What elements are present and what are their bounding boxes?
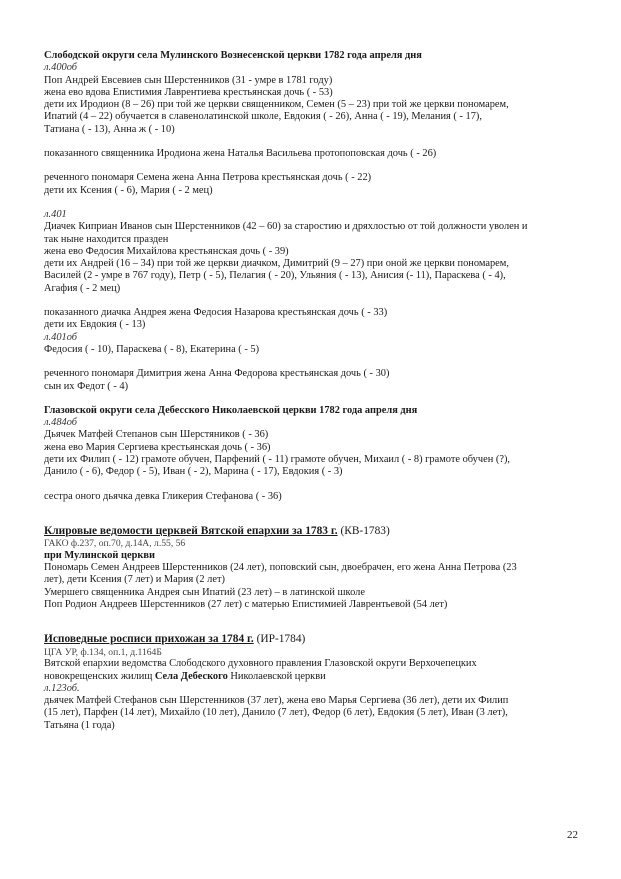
sheet-ref: л.401об — [44, 331, 77, 343]
archive-source: ЦГА УР, ф.134, оп.1, д.1164Б — [44, 646, 162, 658]
sheet-ref: л.484об — [44, 417, 77, 429]
text-line: Поп Родион Андреев Шерстенников (27 лет) с матерью Епистимией Лаврентьевой (54 лет) — [44, 599, 448, 610]
text-line: реченного пономаря Димитрия жена Анна Федорова крестьянская дочь ( - 30) — [44, 368, 390, 380]
text-line: дети их Ксения ( - 6), Мария ( - 2 мец) — [44, 184, 213, 196]
text-line: Данило ( - 6), Федор ( - 5), Иван ( - 2), Марина ( - 17), Евдокия ( - 3) — [44, 466, 343, 478]
text-line: сын их Федот ( - 4) — [44, 380, 129, 392]
text-line: дети их Евдокия ( - 13) — [44, 319, 146, 331]
section-title-debesy-1782: Глазовской округи села Дебесского Николаевской церкви 1782 года апреля дня — [44, 404, 418, 416]
text-line: дети их Андрей (16 – 34) при той же церкви диачком, Димитрий (9 – 27) при оной же церкви пономарем, — [44, 258, 509, 270]
text-line: Татьяна (1 года) — [44, 719, 115, 731]
text-line: показанного диачка Андрея жена Федосия Назарова крестьянская дочь ( - 33) — [44, 307, 388, 319]
heading-title: Клировые ведомости церквей Вятской епархии за 1783 г. — [44, 524, 338, 537]
text-line: сестра оного дьячка девка Гликерия Стефанова ( - 36) — [44, 490, 282, 502]
text-line: (15 лет), Парфен (14 лет), Михайло (10 лет), Данило (7 лет), Федор (6 лет), Евдокия (5 лет), Иван (3 лет), — [44, 707, 508, 719]
heading-code: (ИР-1784) — [256, 633, 306, 646]
sheet-ref: л.400об — [44, 62, 77, 74]
text-line — [44, 671, 592, 683]
section-heading-ir-1784 — [44, 633, 592, 647]
text-line: Вятской епархии ведомства Слободского духовного правления Глазовской округи Верхочепецких — [44, 658, 477, 670]
text-line: дети их Филип ( - 12) грамоте обучен, Парфений ( - 11) грамоте обучен, Михаил ( - 8) грамоте обучен (?), — [44, 454, 510, 466]
document-page — [44, 50, 592, 732]
heading-title: Исповедные росписи прихожан за 1784 г. — [44, 633, 254, 646]
subheading: при Мулинской церкви — [44, 549, 155, 561]
text-line: Федосия ( - 10), Параскева ( - 8), Екатерина ( - 5) — [44, 343, 260, 355]
text-line: жена ево вдова Епистимия Лаврентиева крестьянская дочь ( - 53) — [44, 86, 333, 98]
text-line: Пономарь Семен Андреев Шерстенников (24 лет), поповский сын, двоебрачен, его жена Анна Петрова (23 — [44, 562, 517, 574]
text-fragment: новокрещенских жилищ — [44, 670, 155, 682]
sheet-ref: л.401 — [44, 208, 67, 220]
text-line: Диачек Киприан Иванов сын Шерстенников (42 – 60) за старостию и дряхлостью от той должности уволен и — [44, 221, 528, 233]
section-heading-kv-1783 — [44, 525, 592, 539]
text-line: лет), дети Ксения (7 лет) и Мария (2 лет) — [44, 574, 225, 586]
text-line: Дьячек Матфей Степанов сын Шерстяников ( - 36) — [44, 429, 269, 441]
text-line: Василей (2 - умре в 767 году), Петр ( - 5), Пелагия ( - 20), Ульяния ( - 13), Анисия (- 11), Параскева ( - 4), — [44, 270, 506, 282]
text-line: Ипатий (4 – 22) обучается в славенолатинской школе, Евдокия ( - 26), Анна ( - 19), Мелания ( - 17), — [44, 111, 482, 123]
text-line: Умершего священника Андрея сын Ипатий (23 лет) – в латинской школе — [44, 586, 365, 598]
section-title-mulino-1782: Слободской округи села Мулинского Вознесенской церкви 1782 года апреля дня — [44, 50, 422, 61]
text-line: жена ево Федосия Михайлова крестьянская дочь ( - 39) — [44, 245, 289, 257]
text-line: Агафия ( - 2 мец) — [44, 282, 121, 294]
text-line: реченного пономаря Семена жена Анна Петрова крестьянская дочь ( - 22) — [44, 172, 372, 184]
heading-code: (КВ-1783) — [340, 524, 390, 537]
village-name: Села Дебеского — [154, 670, 228, 682]
text-line: так ныне находится празден — [44, 233, 169, 245]
text-line: показанного священника Иродиона жена Наталья Васильева протопоповская дочь ( - 26) — [44, 148, 437, 160]
text-line: дьячек Матфей Стефанов сын Шерстенников (37 лет), жена ево Марья Сергиева (36 лет), дети их Филип — [44, 695, 509, 707]
archive-source: ГАКО ф.237, оп.70, д.14А, л.55, 56 — [44, 538, 186, 550]
text-fragment: Николаевской церкви — [227, 670, 326, 682]
sheet-ref: л.123об. — [44, 682, 80, 694]
text-line: Татиана ( - 13), Анна ж ( - 10) — [44, 123, 175, 135]
page-number: 22 — [567, 829, 578, 841]
text-line: Поп Андрей Евсевиев сын Шерстенников (31 - умре в 1781 году) — [44, 74, 333, 86]
text-line: дети их Иродион (8 – 26) при той же церкви священником, Семен (5 – 23) при той же церкви пономарем, — [44, 99, 509, 111]
text-line: жена ево Мария Сергиева крестьянская дочь ( - 36) — [44, 441, 271, 453]
